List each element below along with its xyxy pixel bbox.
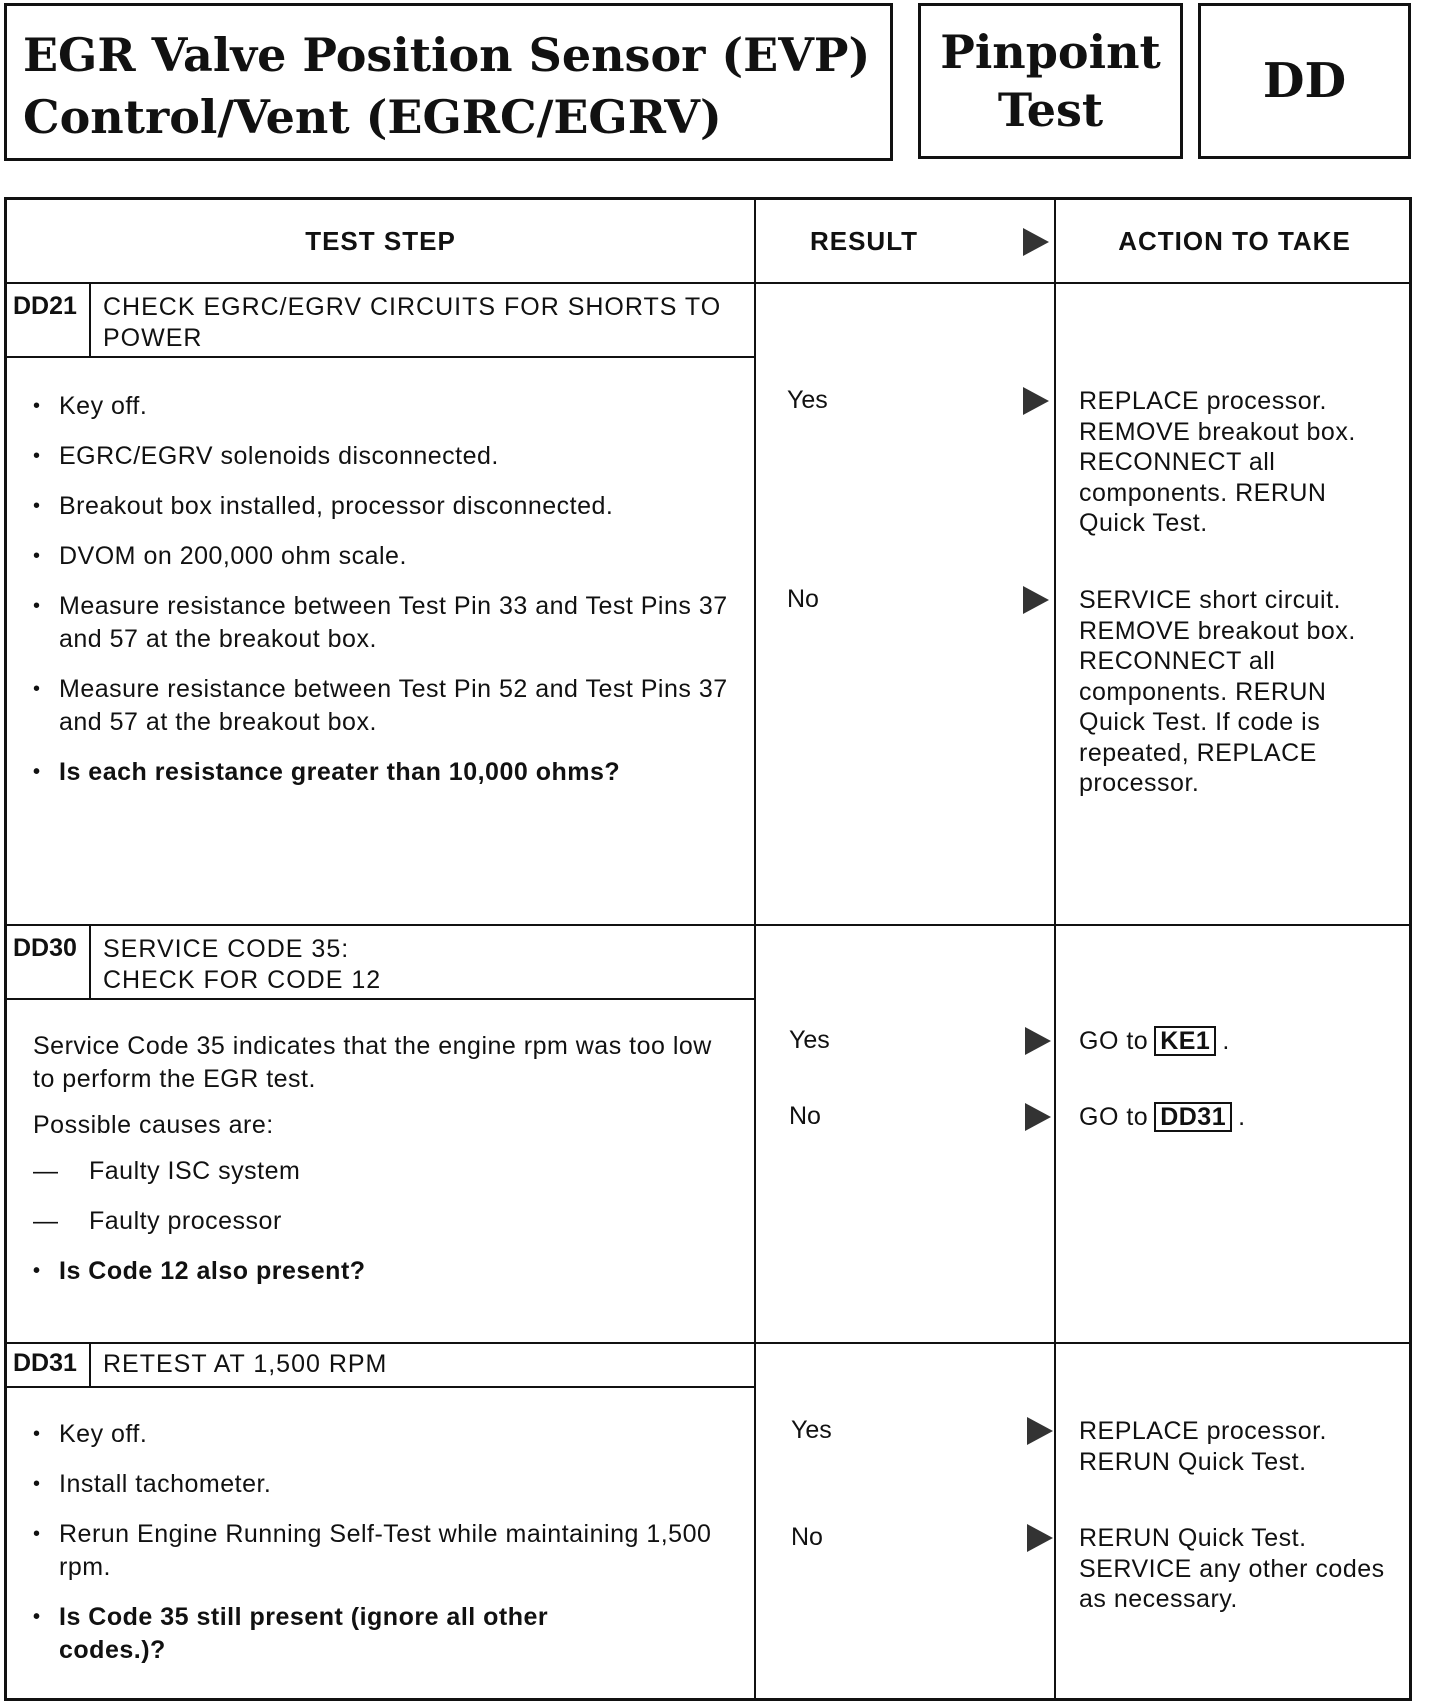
list-item: • Measure resistance between Test Pin 52 and Test Pins 37 and 57 at the breakout box. <box>33 673 733 739</box>
step-id: DD30 <box>7 926 91 998</box>
arrow-icon <box>1027 1524 1053 1552</box>
step-body-dd30 <box>33 1030 733 1305</box>
step-id: DD21 <box>7 284 91 356</box>
step-id: DD31 <box>7 1344 91 1386</box>
list-item: • Breakout box installed, processor disconnected. <box>33 490 733 523</box>
step-header-dd30 <box>7 926 754 1000</box>
result-no: No <box>787 585 819 613</box>
intro-text: Service Code 35 indicates that the engine rpm was too low to perform the EGR test. <box>33 1032 712 1093</box>
go-to-label: GO to <box>1079 1027 1149 1055</box>
action-text <box>1079 1102 1399 1133</box>
step-title: CHECK EGRC/EGRV CIRCUITS FOR SHORTS TO POWER <box>103 293 722 352</box>
pinpoint-test-box <box>918 3 1183 159</box>
result-yes: Yes <box>791 1416 832 1444</box>
list-item: • DVOM on 200,000 ohm scale. <box>33 540 733 573</box>
result-arrow-icon <box>1023 228 1049 256</box>
result-yes: Yes <box>789 1026 830 1054</box>
page-title-line2: Control/Vent (EGRC/EGRV) <box>23 90 722 144</box>
pinpoint-table <box>4 197 1412 1701</box>
step-question: • Is each resistance greater than 10,000 ohms? <box>33 756 733 789</box>
arrow-icon <box>1023 586 1049 614</box>
step-question: • Is Code 12 also present? <box>33 1255 733 1288</box>
step-title-line1: SERVICE CODE 35: <box>103 935 350 963</box>
step-header-dd31 <box>7 1344 754 1388</box>
test-code-box <box>1198 3 1411 159</box>
period: . <box>1238 1103 1246 1131</box>
causes-label: Possible causes are: <box>33 1111 274 1139</box>
step-title <box>91 926 754 998</box>
column-divider-2 <box>1054 200 1056 1698</box>
column-header-action: ACTION TO TAKE <box>1118 225 1351 256</box>
step-ref-dd31[interactable]: DD31 <box>1154 1102 1232 1132</box>
test-label: Test <box>997 83 1104 137</box>
arrow-icon <box>1027 1417 1053 1445</box>
action-text: REPLACE processor. REMOVE breakout box. RECONNECT all components. RERUN Quick Test. <box>1079 387 1356 537</box>
result-yes: Yes <box>787 386 828 414</box>
step-ref-ke1[interactable]: KE1 <box>1154 1026 1216 1056</box>
step-title: RETEST AT 1,500 RPM <box>103 1350 388 1378</box>
action-text: REPLACE processor. RERUN Quick Test. <box>1079 1417 1327 1476</box>
step-body-dd31 <box>33 1418 733 1684</box>
list-item: • Install tachometer. <box>33 1468 733 1501</box>
step-header-dd21 <box>7 284 754 358</box>
result-no: No <box>791 1523 823 1551</box>
column-header-test-step: TEST STEP <box>305 225 456 256</box>
step-question: • Is Code 35 still present (ignore all other codes.)? <box>33 1601 659 1667</box>
list-item: — Faulty ISC system <box>33 1155 733 1188</box>
list-item: • Key off. <box>33 1418 733 1451</box>
test-code: DD <box>1262 53 1347 109</box>
action-text: SERVICE short circuit. REMOVE breakout box. RECONNECT all components. RERUN Quick Test. If code is repeated, REPLACE processor. <box>1079 586 1356 797</box>
arrow-icon <box>1025 1027 1051 1055</box>
pinpoint-label: Pinpoint <box>940 25 1161 79</box>
result-no: No <box>789 1102 821 1130</box>
action-text <box>1079 1026 1399 1057</box>
list-item: • Measure resistance between Test Pin 33 and Test Pins 37 and 57 at the breakout box. <box>33 590 733 656</box>
page-title-line1: EGR Valve Position Sensor (EVP) <box>23 28 871 82</box>
list-item: • Rerun Engine Running Self-Test while maintaining 1,500 rpm. <box>33 1518 733 1584</box>
action-text: RERUN Quick Test. SERVICE any other codes as necessary. <box>1079 1524 1385 1613</box>
list-item: • EGRC/EGRV solenoids disconnected. <box>33 440 733 473</box>
arrow-icon <box>1023 387 1049 415</box>
list-item: — Faulty processor <box>33 1205 733 1238</box>
title-box <box>4 3 893 161</box>
step-body-dd21 <box>33 390 733 806</box>
column-divider-1 <box>754 200 756 1698</box>
list-item: • Key off. <box>33 390 733 423</box>
column-header-result: RESULT <box>809 225 919 256</box>
period: . <box>1222 1027 1230 1055</box>
arrow-icon <box>1025 1103 1051 1131</box>
step-title-line2: CHECK FOR CODE 12 <box>103 966 382 994</box>
go-to-label: GO to <box>1079 1103 1149 1131</box>
